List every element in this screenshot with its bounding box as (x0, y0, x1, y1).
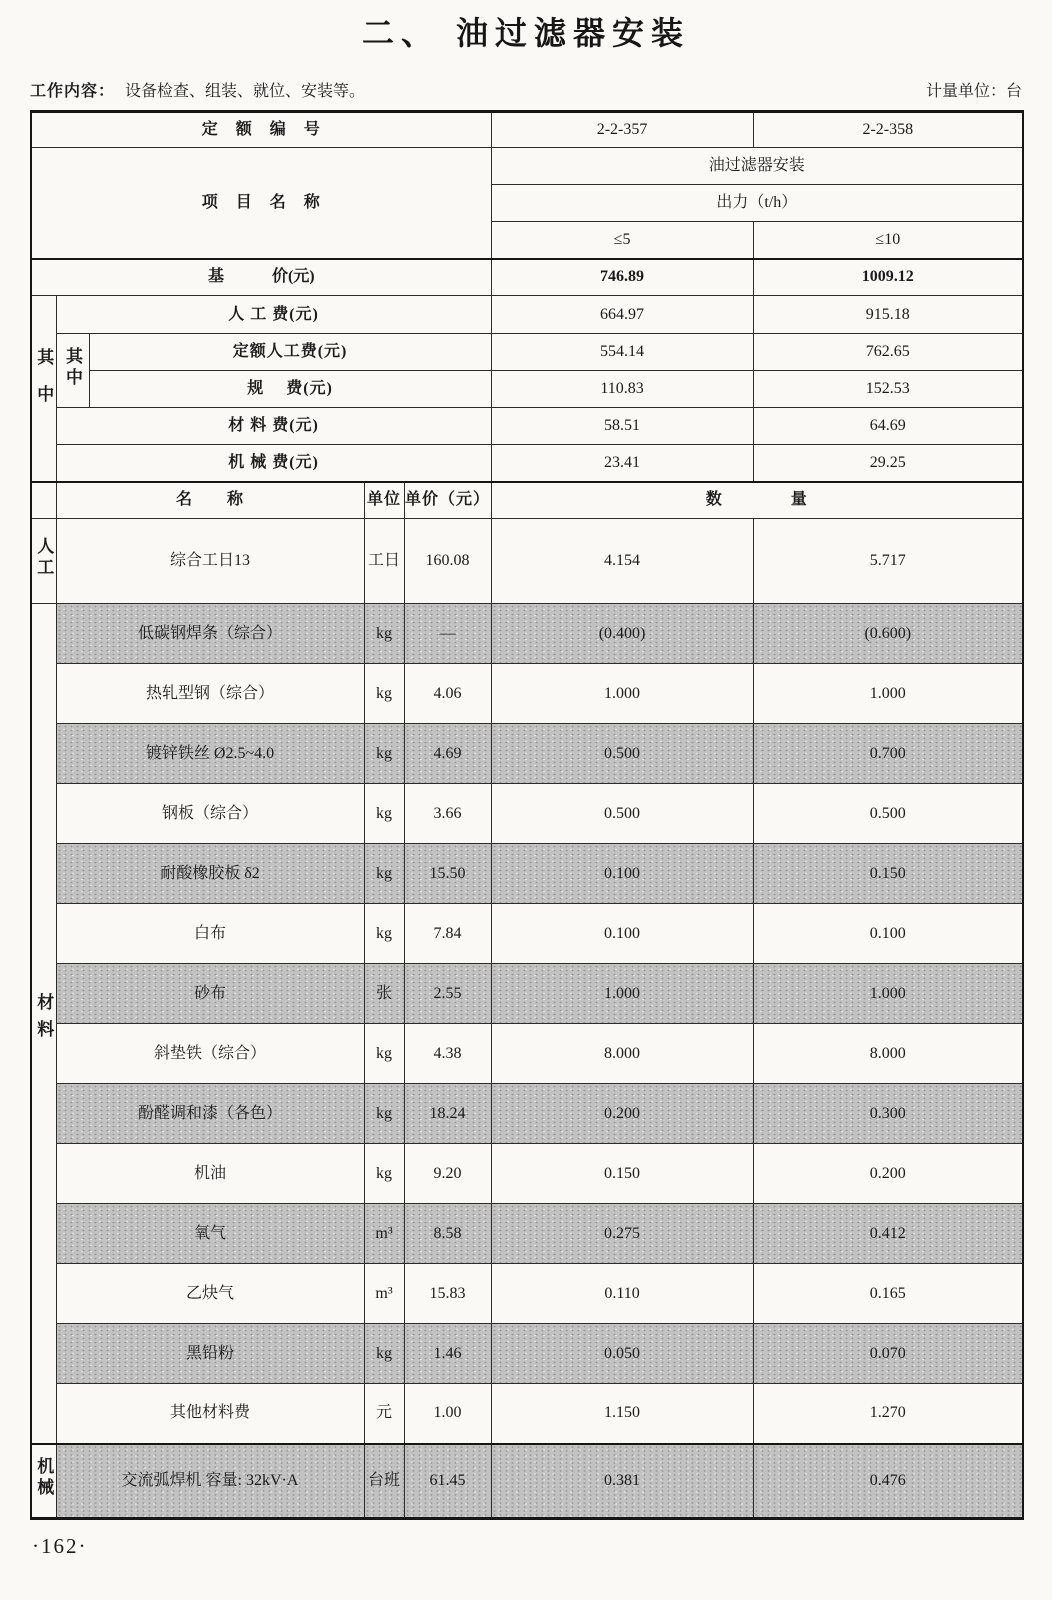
fees-row (31, 371, 1023, 408)
material-row (31, 904, 1023, 964)
quota-labor-cost-label: 定额人工费(元) (89, 334, 491, 371)
labor-cost-357: 664.97 (491, 296, 753, 334)
among-which-outer-label: 其中 (31, 296, 56, 482)
material-price: 4.38 (404, 1024, 491, 1084)
material-price: 4.69 (404, 724, 491, 784)
material-row (31, 604, 1023, 664)
material-qty-357: 0.100 (491, 904, 753, 964)
material-qty-358: 1.270 (753, 1384, 1023, 1444)
machinery-row (31, 1444, 1023, 1519)
material-cost-label: 材 料 费(元) (56, 408, 491, 445)
among-which-inner-label: 其中 (56, 334, 89, 408)
items-header-name: 名 称 (56, 482, 364, 519)
material-name: 钢板（综合） (56, 784, 364, 844)
material-name: 酚醛调和漆（各色） (56, 1084, 364, 1144)
category-material-label: 材料 (31, 604, 56, 1444)
material-unit: kg (364, 784, 404, 844)
material-name: 其他材料费 (56, 1384, 364, 1444)
machinery-unit: 台班 (364, 1444, 404, 1519)
material-row (31, 1384, 1023, 1444)
machinery-price: 61.45 (404, 1444, 491, 1519)
items-header-qty: 数 量 (491, 482, 1023, 519)
labor-cost-label: 人 工 费(元) (56, 296, 491, 334)
item-group-row (31, 148, 1023, 185)
material-cost-357: 58.51 (491, 408, 753, 445)
material-row (31, 1324, 1023, 1384)
material-unit: 张 (364, 964, 404, 1024)
material-qty-358: (0.600) (753, 604, 1023, 664)
material-qty-357: 0.275 (491, 1204, 753, 1264)
material-qty-358: 1.000 (753, 964, 1023, 1024)
category-machinery-label: 机械 (31, 1444, 56, 1519)
material-qty-357: 0.100 (491, 844, 753, 904)
material-qty-358: 0.300 (753, 1084, 1023, 1144)
material-qty-357: 8.000 (491, 1024, 753, 1084)
material-cost-358: 64.69 (753, 408, 1023, 445)
material-row (31, 724, 1023, 784)
material-name: 乙炔气 (56, 1264, 364, 1324)
labor-cost-358: 915.18 (753, 296, 1023, 334)
machinery-qty-357: 0.381 (491, 1444, 753, 1519)
material-price: 15.50 (404, 844, 491, 904)
page-number: ·162· (32, 1534, 88, 1558)
quota-no-357: 2-2-357 (491, 112, 753, 148)
material-qty-357: 1.000 (491, 664, 753, 724)
material-unit: kg (364, 664, 404, 724)
material-name: 斜垫铁（综合） (56, 1024, 364, 1084)
material-qty-357: 1.150 (491, 1384, 753, 1444)
material-qty-358: 8.000 (753, 1024, 1023, 1084)
material-price: — (404, 604, 491, 664)
base-price-358: 1009.12 (753, 259, 1023, 296)
material-name: 热轧型钢（综合） (56, 664, 364, 724)
material-unit: kg (364, 844, 404, 904)
fees-358: 152.53 (753, 371, 1023, 408)
material-unit: m³ (364, 1264, 404, 1324)
material-price: 7.84 (404, 904, 491, 964)
material-qty-357: 0.200 (491, 1084, 753, 1144)
material-unit: kg (364, 604, 404, 664)
material-unit: 元 (364, 1384, 404, 1444)
category-labor-label: 人工 (31, 519, 56, 604)
machine-cost-358: 29.25 (753, 445, 1023, 482)
material-qty-358: 0.500 (753, 784, 1023, 844)
quota-labor-cost-358: 762.65 (753, 334, 1023, 371)
material-name: 黑铅粉 (56, 1324, 364, 1384)
material-qty-357: (0.400) (491, 604, 753, 664)
material-row (31, 964, 1023, 1024)
labor-cost-row (31, 296, 1023, 334)
material-price: 1.00 (404, 1384, 491, 1444)
material-row (31, 1264, 1023, 1324)
base-price-row (31, 259, 1023, 296)
material-qty-357: 1.000 (491, 964, 753, 1024)
material-unit: kg (364, 1324, 404, 1384)
base-price-357: 746.89 (491, 259, 753, 296)
material-price: 3.66 (404, 784, 491, 844)
material-qty-358: 0.700 (753, 724, 1023, 784)
material-qty-357: 0.110 (491, 1264, 753, 1324)
material-price: 4.06 (404, 664, 491, 724)
work-content (30, 78, 365, 101)
material-unit: kg (364, 724, 404, 784)
material-price: 15.83 (404, 1264, 491, 1324)
page-title: 二、 油过滤器安装 (362, 15, 690, 51)
base-price-label: 基 价(元) (31, 259, 491, 296)
work-content-label: 工作内容： (30, 83, 116, 100)
labor-item-row (31, 519, 1023, 604)
material-qty-357: 0.150 (491, 1144, 753, 1204)
material-qty-358: 0.070 (753, 1324, 1023, 1384)
material-row (31, 1144, 1023, 1204)
measure-unit-note: 计量单位：台 (925, 83, 1022, 100)
material-row (31, 1204, 1023, 1264)
material-price: 9.20 (404, 1144, 491, 1204)
material-name: 白布 (56, 904, 364, 964)
quota-no-row (31, 112, 1023, 148)
material-unit: kg (364, 1024, 404, 1084)
material-qty-358: 0.165 (753, 1264, 1023, 1324)
material-qty-357: 0.500 (491, 784, 753, 844)
machine-cost-357: 23.41 (491, 445, 753, 482)
material-name: 低碳钢焊条（综合） (56, 604, 364, 664)
labor-item-unit: 工日 (364, 519, 404, 604)
material-row (31, 1024, 1023, 1084)
material-qty-358: 0.412 (753, 1204, 1023, 1264)
work-content-line (30, 78, 1022, 101)
material-name: 砂布 (56, 964, 364, 1024)
capacity-le10: ≤10 (753, 222, 1023, 259)
machinery-qty-358: 0.476 (753, 1444, 1023, 1519)
material-name: 镀锌铁丝 Ø2.5~4.0 (56, 724, 364, 784)
fees-label: 规 费(元) (89, 371, 491, 408)
material-row (31, 844, 1023, 904)
material-price: 18.24 (404, 1084, 491, 1144)
labor-item-qty-358: 5.717 (753, 519, 1023, 604)
quota-table (30, 110, 1024, 1520)
item-group: 油过滤器安装 (491, 148, 1023, 185)
fees-357: 110.83 (491, 371, 753, 408)
machinery-name: 交流弧焊机 容量: 32kV·A (56, 1444, 364, 1519)
material-unit: kg (364, 1084, 404, 1144)
material-qty-357: 0.500 (491, 724, 753, 784)
capacity-label: 出力（t/h） (491, 185, 1023, 222)
material-qty-358: 1.000 (753, 664, 1023, 724)
material-unit: kg (364, 1144, 404, 1204)
quota-labor-cost-row (31, 334, 1023, 371)
material-name: 耐酸橡胶板 δ2 (56, 844, 364, 904)
material-unit: m³ (364, 1204, 404, 1264)
material-qty-358: 0.200 (753, 1144, 1023, 1204)
material-qty-358: 0.150 (753, 844, 1023, 904)
capacity-le5: ≤5 (491, 222, 753, 259)
material-price: 2.55 (404, 964, 491, 1024)
material-price: 8.58 (404, 1204, 491, 1264)
labor-item-qty-357: 4.154 (491, 519, 753, 604)
material-name: 机油 (56, 1144, 364, 1204)
material-price: 1.46 (404, 1324, 491, 1384)
material-row (31, 784, 1023, 844)
material-row (31, 1084, 1023, 1144)
work-content-text: 设备检查、组装、就位、安装等。 (125, 83, 366, 100)
material-qty-357: 0.050 (491, 1324, 753, 1384)
material-row (31, 664, 1023, 724)
quota-no-358: 2-2-358 (753, 112, 1023, 148)
item-name-label: 项 目 名 称 (31, 148, 491, 259)
material-cost-row (31, 408, 1023, 445)
items-header-spacer (31, 482, 56, 519)
labor-item-price: 160.08 (404, 519, 491, 604)
quota-labor-cost-357: 554.14 (491, 334, 753, 371)
items-header-unit: 单位 (364, 482, 404, 519)
machine-cost-label: 机 械 费(元) (56, 445, 491, 482)
labor-item-name: 综合工日13 (56, 519, 364, 604)
material-qty-358: 0.100 (753, 904, 1023, 964)
material-unit: kg (364, 904, 404, 964)
machine-cost-row (31, 445, 1023, 482)
items-header-row (31, 482, 1023, 519)
quota-no-label: 定 额 编 号 (31, 112, 491, 148)
material-name: 氧气 (56, 1204, 364, 1264)
items-header-price: 单价（元） (404, 482, 491, 519)
